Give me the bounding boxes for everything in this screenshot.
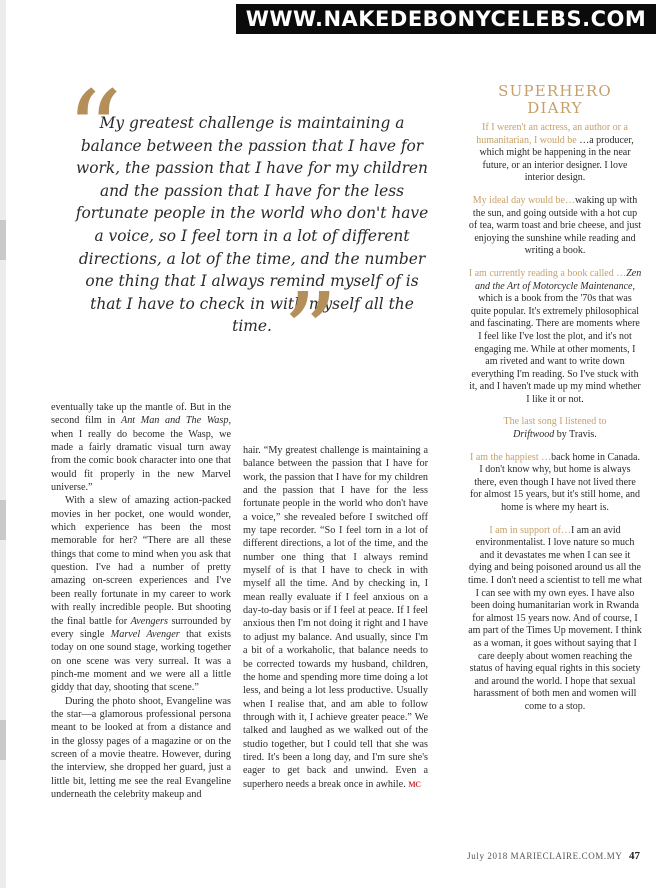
article-column-1 (51, 401, 231, 801)
pull-quote-text: My greatest challenge is maintaining a balance between the passion that I have for work, the passion that I have for my children and the passion that I have for the less fortunate people in the world who don't have a voice, so I feel torn in a lot of different directions, a lot of the time, and the number one thing that I always remind myself of is that I have to check in with myself all the time. (75, 114, 429, 336)
edge-mark (0, 720, 6, 760)
footer-site: MARIECLAIRE.COM.MY (510, 851, 623, 861)
sidebar-item: I am in support of…I am an avid environmentalist. I love nature so much and it devastates me when I can see it dying and being poisoned around us all the time. I don't need a scientist to tell me what I can see with my own eyes. I have also been doing humanitarian work in Rwanda for almost 15 years now. And of course, I am part of the Times Up movement. I think as a woman, it goes without saying that I care deeply about women reaching the status of having equal rights in this society and around the world. I hope that sexual harassment of both men and women will come to a stop. (468, 524, 642, 712)
close-quote-mark: ” (282, 269, 339, 397)
article-paragraph: During the photo shoot, Evangeline was the star—a glamorous professional persona meant to be looked at from a distance and in the glossy pages of a magazine or on the screen of a movie theatre. However, during the interview, she dropped her guard, just a little bit, letting me see the real Evangeline underneath the celebrity makeup and (51, 695, 231, 800)
end-mark-logo: MC (408, 779, 421, 789)
book-title: Zen and the Art of Motorcycle Maintenance (475, 267, 642, 292)
sidebar-item: My ideal day would be…waking up with the sun, and going outside with a hot cup of tea, warm toast and brie cheese, and just enjoying the sunshine while reading and writing a book. (468, 194, 642, 257)
film-title: Ant Man and The Wasp (120, 415, 229, 427)
pull-quote (62, 67, 442, 397)
footer-issue-date: July 2018 (467, 851, 508, 861)
sidebar-item: I am currently reading a book called …Zen and the Art of Motorcycle Maintenance, which is a book from the '70s that was quite popular. It's extremely philosophical and fascinating. There are moments where I feel like I've lost the plot, and it's not engaging me. While at other moments, I am riveted and want to write down everything I'm reading. So I've stuck with it, and I haven't made up my mind whether I like it or not. (468, 267, 642, 405)
sidebar-item-lead: I am the happiest … (470, 451, 552, 463)
edge-mark (0, 220, 6, 260)
film-title: Avengers (130, 615, 168, 627)
sidebar-item-lead: The last song I listened to (503, 416, 607, 428)
sidebar-item-lead: My ideal day would be… (472, 194, 575, 206)
article-paragraph: hair. “My greatest challenge is maintaining a balance between the passion that I have for work, the passion that I have for my children and the passion that I have for the less fortunate people in the world who don't have a voice,” she revealed before I switched off my tape recorder. “So I feel torn in a lot of different directions, a lot of the time, and the number one thing that I always remind myself of is that I have to check in with myself all the time. And by checking in, I mean really evaluate if I feel anxious on a day-to-day basis or if I feel at peace. If I feel anxious then I'm not doing it right and I have to adjust my balance. And usually, since I'm a bit of a workaholic, that balance needs to be corrected towards my husband, children, the home and spending more time doing a lot less, and being a lot less productive. Usually when I realise that, and am able to follow through with it, I achieve greater peace.” We talked and laughed as we walked out of the studio together, but I could tell that she was tired. It's been a long day, and I'm sure she's eager to get back and unwind. Even a superhero needs a break once in awhile. MC (243, 445, 428, 790)
song-title: Driftwood (513, 429, 555, 441)
sidebar-item-lead: If I weren't an actress, an author or a humanitarian, I would be (476, 122, 628, 146)
page-edge-strip (0, 0, 6, 888)
edge-mark (0, 500, 6, 540)
sidebar-item: I am the happiest …back home in Canada. I don't know why, but home is always there, even though I have not lived there for almost 15 years, but it's still home, and home is where my heart is. (469, 451, 641, 514)
sidebar-item: If I weren't an actress, an author or a humanitarian, I would be …a producer, which might be happening in the near future, or an interior designer. I love interior design. (476, 122, 634, 184)
sidebar-title-line-2: DIARY (527, 99, 583, 117)
article-paragraph: With a slew of amazing action-packed movies in her pocket, one would wonder, which experience has been the most memorable for her? “There are all these things that come to mind when you ask that question. I've had a number of pretty amazing on-screen experiences and I've been really fortunate in my career to work with really incredible people. But shooting the final battle for Avengers surrounded by every single Marvel Avenger that exists today on one sound stage, working together on one scene was very surreal. It was a pinch-me moment and we were all a little giddy that day, shooting that scene.” (51, 495, 231, 694)
sidebar-item-lead: I am in support of… (489, 524, 571, 536)
superhero-diary-sidebar (468, 83, 642, 724)
sidebar-item: The last song I listened to Driftwood by Travis. (503, 416, 607, 441)
sidebar-title-line-1: SUPERHERO (498, 82, 612, 100)
article-paragraph: eventually take up the mantle of. But in the second film in Ant Man and The Wasp, when I really do become the Wasp, we made a fairly dramatic visual turn away from the comic book character into one that would fit properly in the new Marvel universe.” (51, 402, 231, 494)
open-quote-mark: “ (66, 67, 123, 195)
article-column-2 (243, 444, 428, 791)
film-title: Marvel Avenger (110, 628, 180, 640)
page-number: 47 (629, 850, 640, 862)
sidebar-item-lead: I am currently reading a book called … (468, 267, 627, 279)
page-footer (467, 850, 640, 862)
watermark-banner: WWW.NAKEDEBONYCELEBS.COM (236, 4, 656, 34)
